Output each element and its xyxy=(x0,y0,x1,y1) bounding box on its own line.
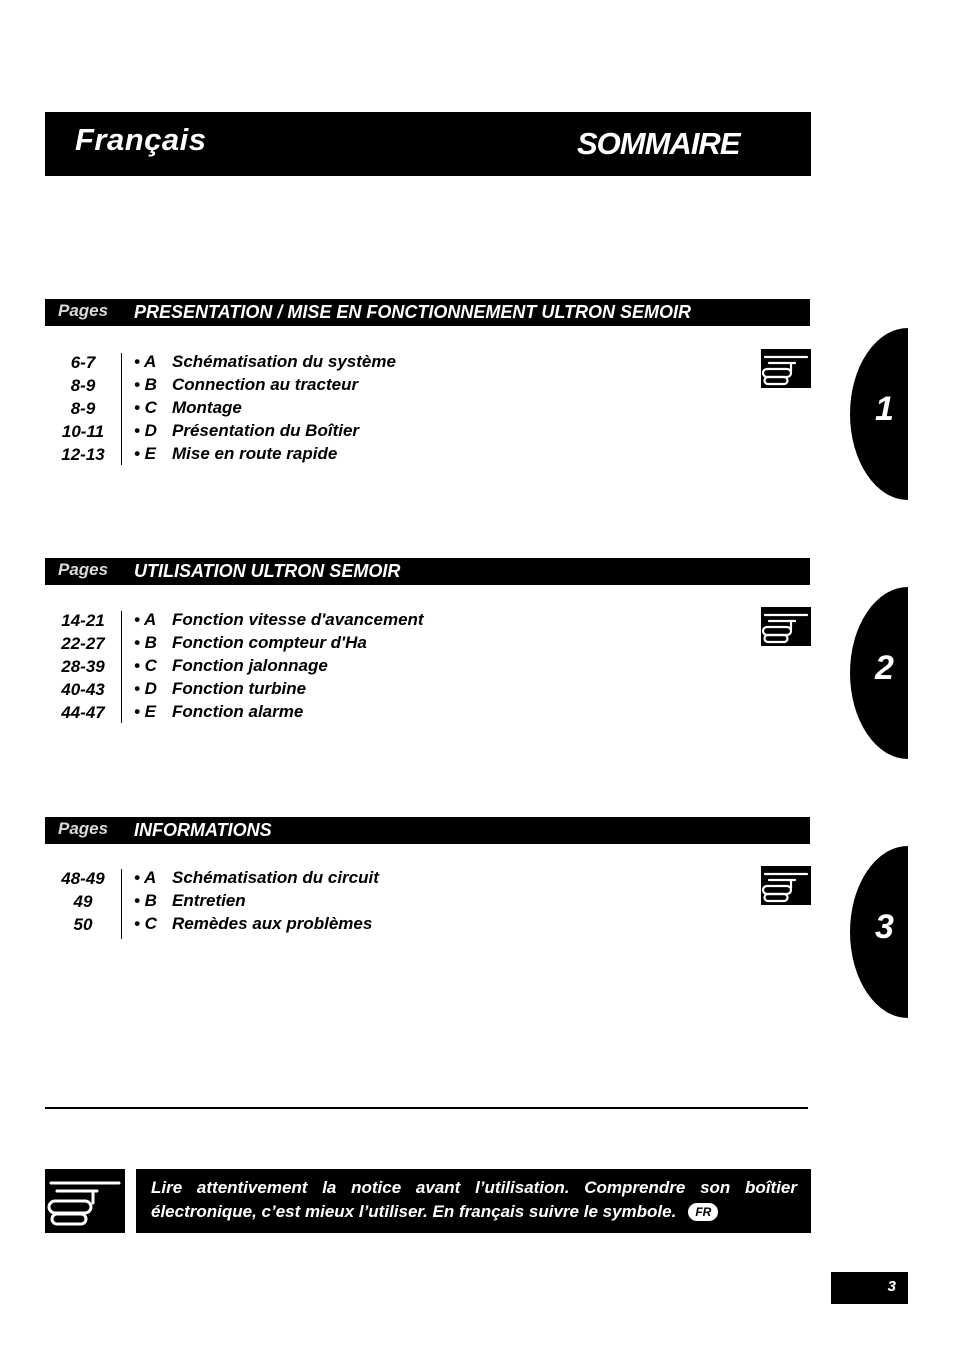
toc-item[interactable] xyxy=(45,397,745,420)
header-banner xyxy=(45,112,811,176)
toc-label: Fonction jalonnage xyxy=(172,656,328,675)
pages-label: Pages xyxy=(58,560,109,579)
toc-pages: 8-9 xyxy=(70,399,96,418)
toc-letter: • A xyxy=(134,868,157,887)
toc-pages: 50 xyxy=(73,915,93,934)
toc-letter: • C xyxy=(134,656,157,675)
toc-label: Fonction alarme xyxy=(172,702,304,721)
toc-section-1 xyxy=(45,351,745,466)
toc-pages: 8-9 xyxy=(70,376,96,395)
toc-item[interactable] xyxy=(45,609,745,632)
toc-item[interactable] xyxy=(45,890,745,913)
section-bar-3 xyxy=(45,817,810,844)
toc-label: Mise en route rapide xyxy=(172,444,338,463)
toc-pages: 48-49 xyxy=(61,869,105,888)
toc-letter: • A xyxy=(134,610,157,629)
toc-item[interactable] xyxy=(45,374,745,397)
toc-section-2 xyxy=(45,609,745,724)
language-title: Français xyxy=(75,122,207,157)
notice-box xyxy=(136,1169,811,1233)
pointing-hand-icon xyxy=(761,607,811,646)
toc-pages: 6-7 xyxy=(70,353,96,372)
section-title: UTILISATION ULTRON SEMOIR xyxy=(134,561,401,581)
toc-letter: • C xyxy=(134,914,157,933)
toc-pages: 22-27 xyxy=(61,634,105,653)
chapter-tab-3[interactable] xyxy=(850,846,908,1018)
toc-label: Entretien xyxy=(172,891,246,910)
toc-pages: 10-11 xyxy=(61,422,105,441)
toc-label: Présentation du Boîtier xyxy=(172,421,360,440)
toc-label: Montage xyxy=(172,398,242,417)
toc-letter: • D xyxy=(134,679,157,698)
pages-label: Pages xyxy=(58,819,109,838)
toc-label: Remèdes aux problèmes xyxy=(172,914,373,933)
toc-item[interactable] xyxy=(45,632,745,655)
divider-line xyxy=(45,1107,808,1109)
tab-number: 1 xyxy=(875,390,894,428)
section-bar-1 xyxy=(45,299,810,326)
toc-letter: • E xyxy=(134,444,157,463)
toc-item[interactable] xyxy=(45,867,745,890)
page-number-box xyxy=(831,1272,908,1304)
section-title: PRESENTATION / MISE EN FONCTIONNEMENT ULTRON SEMOIR xyxy=(134,302,692,322)
section-title: INFORMATIONS xyxy=(134,820,272,840)
toc-label: Fonction turbine xyxy=(172,679,307,698)
toc-item[interactable] xyxy=(45,678,745,701)
section-bar-2 xyxy=(45,558,810,585)
tab-number: 2 xyxy=(875,649,894,687)
toc-pages: 49 xyxy=(73,892,93,911)
tab-number: 3 xyxy=(875,908,894,946)
toc-item[interactable] xyxy=(45,420,745,443)
toc-letter: • E xyxy=(134,702,157,721)
toc-label: Schématisation du circuit xyxy=(172,868,379,887)
toc-item[interactable] xyxy=(45,655,745,678)
toc-pages: 40-43 xyxy=(61,680,105,699)
toc-letter: • B xyxy=(134,891,157,910)
toc-letter: • D xyxy=(134,421,157,440)
notice-text xyxy=(151,1176,797,1224)
toc-letter: • C xyxy=(134,398,157,417)
toc-letter: • B xyxy=(134,633,157,652)
pointing-hand-icon xyxy=(45,1169,125,1233)
chapter-tab-2[interactable] xyxy=(850,587,908,759)
toc-letter: • B xyxy=(134,375,157,394)
toc-label: Connection au tracteur xyxy=(172,375,359,394)
notice-body: Lire attentivement la notice avant l’utilisation. Comprendre son boîtier électronique, c’est mieux l’utiliser. En français suivre le symbole. xyxy=(151,1178,797,1221)
toc-pages: 44-47 xyxy=(61,703,105,722)
fr-badge: FR xyxy=(688,1203,718,1221)
page-number: 3 xyxy=(887,1278,896,1295)
toc-item[interactable] xyxy=(45,701,745,724)
pointing-hand-icon xyxy=(761,866,811,905)
toc-pages: 12-13 xyxy=(61,445,105,464)
chapter-tab-1[interactable] xyxy=(850,328,908,500)
toc-label: Schématisation du système xyxy=(172,352,396,371)
toc-pages: 14-21 xyxy=(61,611,105,630)
pointing-hand-icon xyxy=(761,349,811,388)
toc-pages: 28-39 xyxy=(61,657,105,676)
page-title: SOMMAIRE xyxy=(577,126,740,161)
toc-letter: • A xyxy=(134,352,157,371)
toc-item[interactable] xyxy=(45,913,745,936)
toc-section-3 xyxy=(45,867,745,936)
pages-label: Pages xyxy=(58,301,109,320)
toc-item[interactable] xyxy=(45,351,745,374)
toc-label: Fonction vitesse d'avancement xyxy=(172,610,424,629)
toc-label: Fonction compteur d'Ha xyxy=(172,633,367,652)
toc-item[interactable] xyxy=(45,443,745,466)
